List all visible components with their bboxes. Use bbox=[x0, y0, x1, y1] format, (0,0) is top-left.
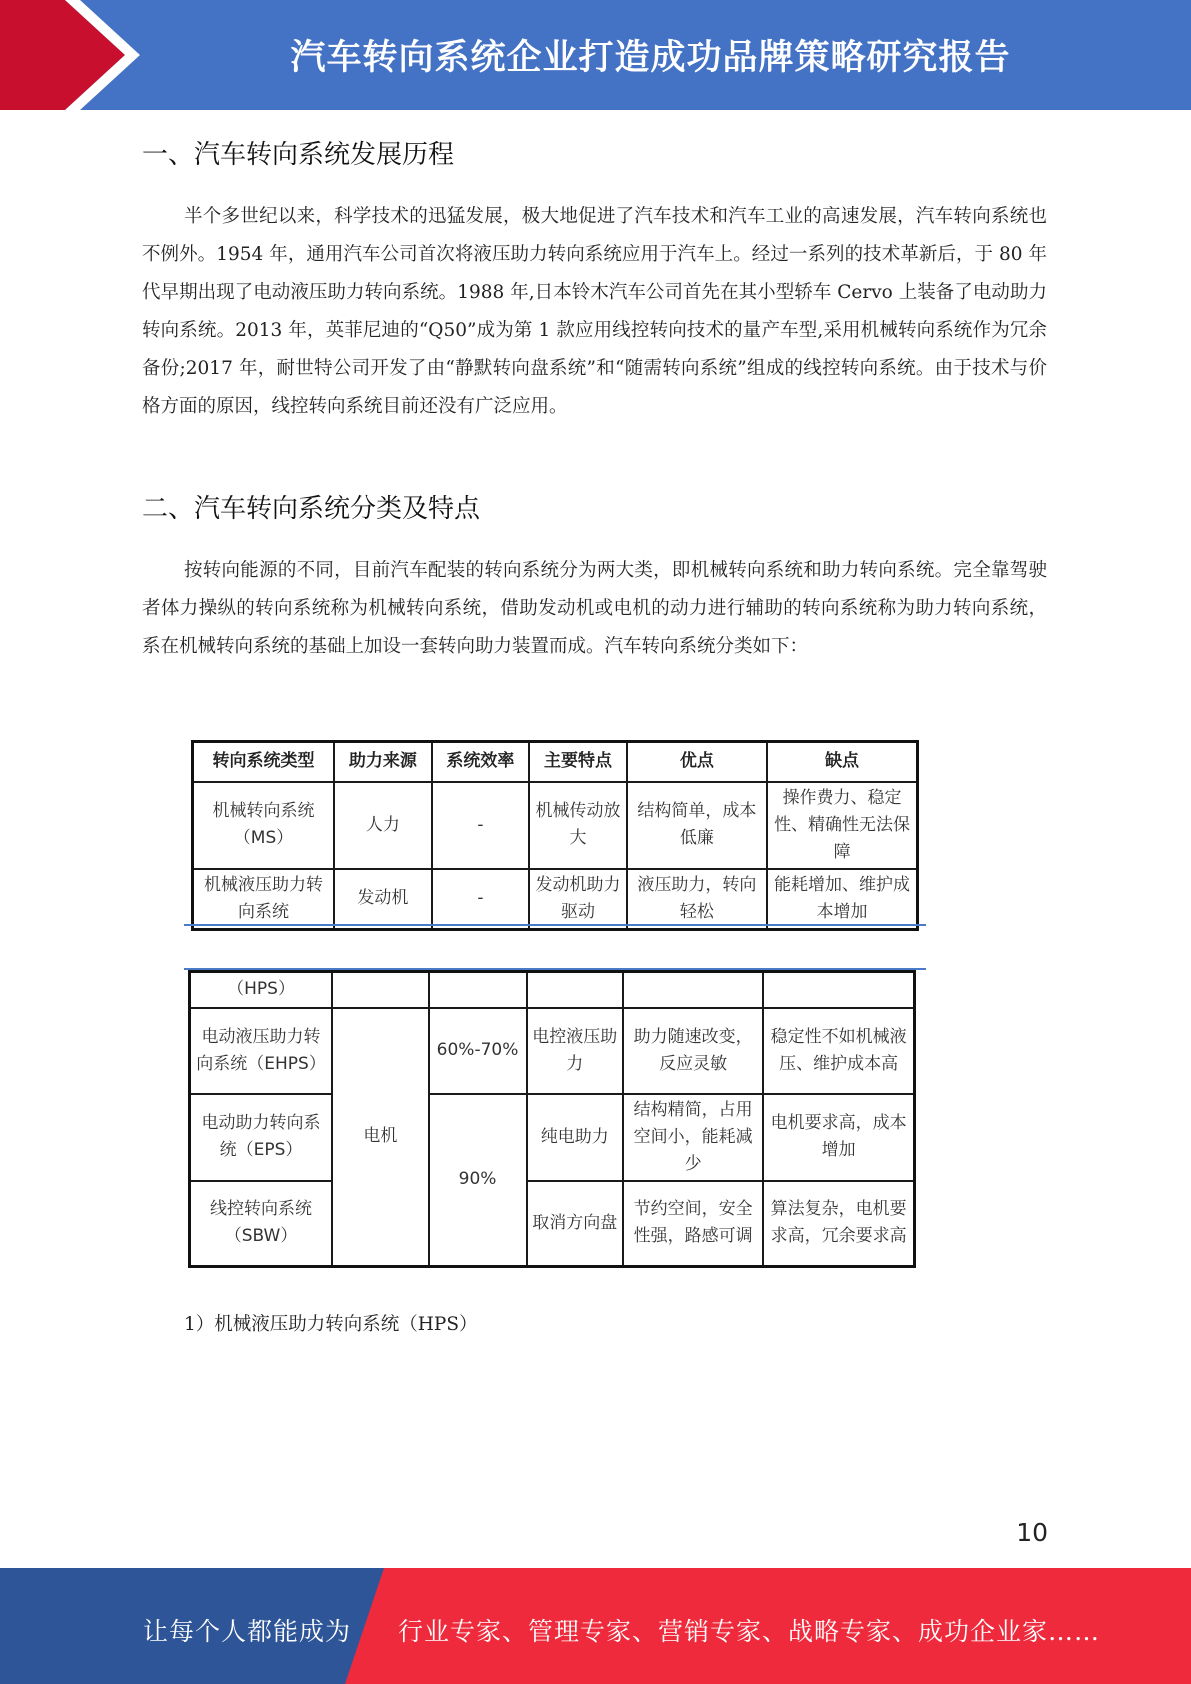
table-cell bbox=[623, 972, 763, 1008]
page-number: 10 bbox=[1016, 1518, 1048, 1547]
figure-caption: 1）机械液压助力转向系统（HPS） bbox=[184, 1314, 478, 1335]
table-cell: 电动液压助力转向系统（EHPS） bbox=[190, 1008, 333, 1094]
table-cell: 电控液压助力 bbox=[527, 1008, 623, 1094]
table-cell: 稳定性不如机械液压、维护成本高 bbox=[763, 1008, 914, 1094]
table-row bbox=[190, 1008, 915, 1094]
section2-paragraph bbox=[142, 552, 1047, 666]
table-cell: 能耗增加、维护成本增加 bbox=[767, 869, 917, 930]
table-row bbox=[190, 972, 915, 1008]
table-row bbox=[193, 782, 918, 869]
table-cell: 机械转向系统（MS） bbox=[193, 782, 335, 869]
table-cell: 节约空间，安全性强，路感可调 bbox=[623, 1181, 763, 1267]
table-cell: 电动助力转向系统（EPS） bbox=[190, 1094, 333, 1181]
table-cell: 结构精简，占用空间小，能耗减少 bbox=[623, 1094, 763, 1181]
table-cell: 线控转向系统（SBW） bbox=[190, 1181, 333, 1267]
table-header-cell: 系统效率 bbox=[432, 742, 530, 782]
table-cell: 算法复杂，电机要求高，冗余要求高 bbox=[763, 1181, 914, 1267]
table-cell: - bbox=[432, 869, 530, 930]
table-cell bbox=[429, 972, 527, 1008]
table-cell: 电机要求高，成本增加 bbox=[763, 1094, 914, 1181]
table-cell: （HPS） bbox=[190, 972, 333, 1008]
table-row bbox=[190, 1094, 915, 1181]
table-cell: - bbox=[432, 782, 530, 869]
table-cell: 机械液压助力转向系统 bbox=[193, 869, 335, 930]
table-header-cell: 转向系统类型 bbox=[193, 742, 335, 782]
table-cell bbox=[763, 972, 914, 1008]
section1-heading: 一、汽车转向系统发展历程 bbox=[142, 140, 455, 170]
table-cell: 发动机 bbox=[334, 869, 432, 930]
table-row bbox=[190, 1181, 915, 1267]
table-header-row bbox=[193, 742, 918, 782]
table-cell bbox=[527, 972, 623, 1008]
table-cell: 纯电助力 bbox=[527, 1094, 623, 1181]
table-header-cell: 主要特点 bbox=[529, 742, 627, 782]
table-cell: 液压助力，转向轻松 bbox=[627, 869, 767, 930]
table-cell: 结构简单，成本低廉 bbox=[627, 782, 767, 869]
table-cell: 发动机助力驱动 bbox=[529, 869, 627, 930]
table-cell: 机械传动放大 bbox=[529, 782, 627, 869]
header-bar bbox=[0, 0, 1191, 110]
table-cell: 操作费力、稳定性、精确性无法保障 bbox=[767, 782, 917, 869]
table-header-cell: 优点 bbox=[627, 742, 767, 782]
section1-paragraph bbox=[142, 198, 1047, 426]
table-cell: 60%-70% bbox=[429, 1008, 527, 1094]
footer-slogan-right: 行业专家、管理专家、营销专家、战略专家、成功企业家…… bbox=[398, 1617, 1101, 1646]
table-cell: 90% bbox=[429, 1094, 527, 1267]
section2-text: 按转向能源的不同，目前汽车配装的转向系统分为两大类，即机械转向系统和助力转向系统。完全靠驾驶者体力操纵的转向系统称为机械转向系统，借助发动机或电机的动力进行辅助的转向系统称为助力转向系统，系在机械转向系统的基础上加设一套转向助力装置而成。汽车转向系统分类如下： bbox=[142, 560, 1047, 657]
steering-table-part2 bbox=[188, 970, 916, 1268]
table-row bbox=[193, 869, 918, 930]
table-header-cell: 助力来源 bbox=[334, 742, 432, 782]
table-cell: 人力 bbox=[334, 782, 432, 869]
section2-heading: 二、汽车转向系统分类及特点 bbox=[142, 494, 481, 524]
steering-table-part1 bbox=[191, 740, 919, 931]
document-title: 汽车转向系统企业打造成功品牌策略研究报告 bbox=[290, 38, 1011, 78]
header-arrow-decoration bbox=[0, 0, 150, 110]
table-cell bbox=[332, 972, 428, 1008]
table-header-cell: 缺点 bbox=[767, 742, 917, 782]
section1-text: 半个多世纪以来，科学技术的迅猛发展，极大地促进了汽车技术和汽车工业的高速发展，汽车转向系统也不例外。1954 年，通用汽车公司首次将液压助力转向系统应用于汽车上。经过一系列的技术革新后，于 80 年代早期出现了电动液压助力转向系统。1988 年,日本铃木汽车公司首先在其小型轿车 Cervo 上装备了电动助力转向系统。2013 年，英菲尼迪的“Q50”成为第 1 款应用线控转向技术的量产车型,采用机械转向系统作为冗余备份;2017 年，耐世特公司开发了由“静默转向盘系统”和“随需转向系统”组成的线控转向系统。由于技术与价格方面的原因，线控转向系统目前还没有广泛应用。 bbox=[142, 206, 1047, 417]
table-cell: 取消方向盘 bbox=[527, 1181, 623, 1267]
page-break-line bbox=[184, 924, 926, 926]
footer-slogan-left: 让每个人都能成为 bbox=[143, 1617, 352, 1646]
table-cell: 电机 bbox=[332, 1008, 428, 1267]
table-cell: 助力随速改变，反应灵敏 bbox=[623, 1008, 763, 1094]
